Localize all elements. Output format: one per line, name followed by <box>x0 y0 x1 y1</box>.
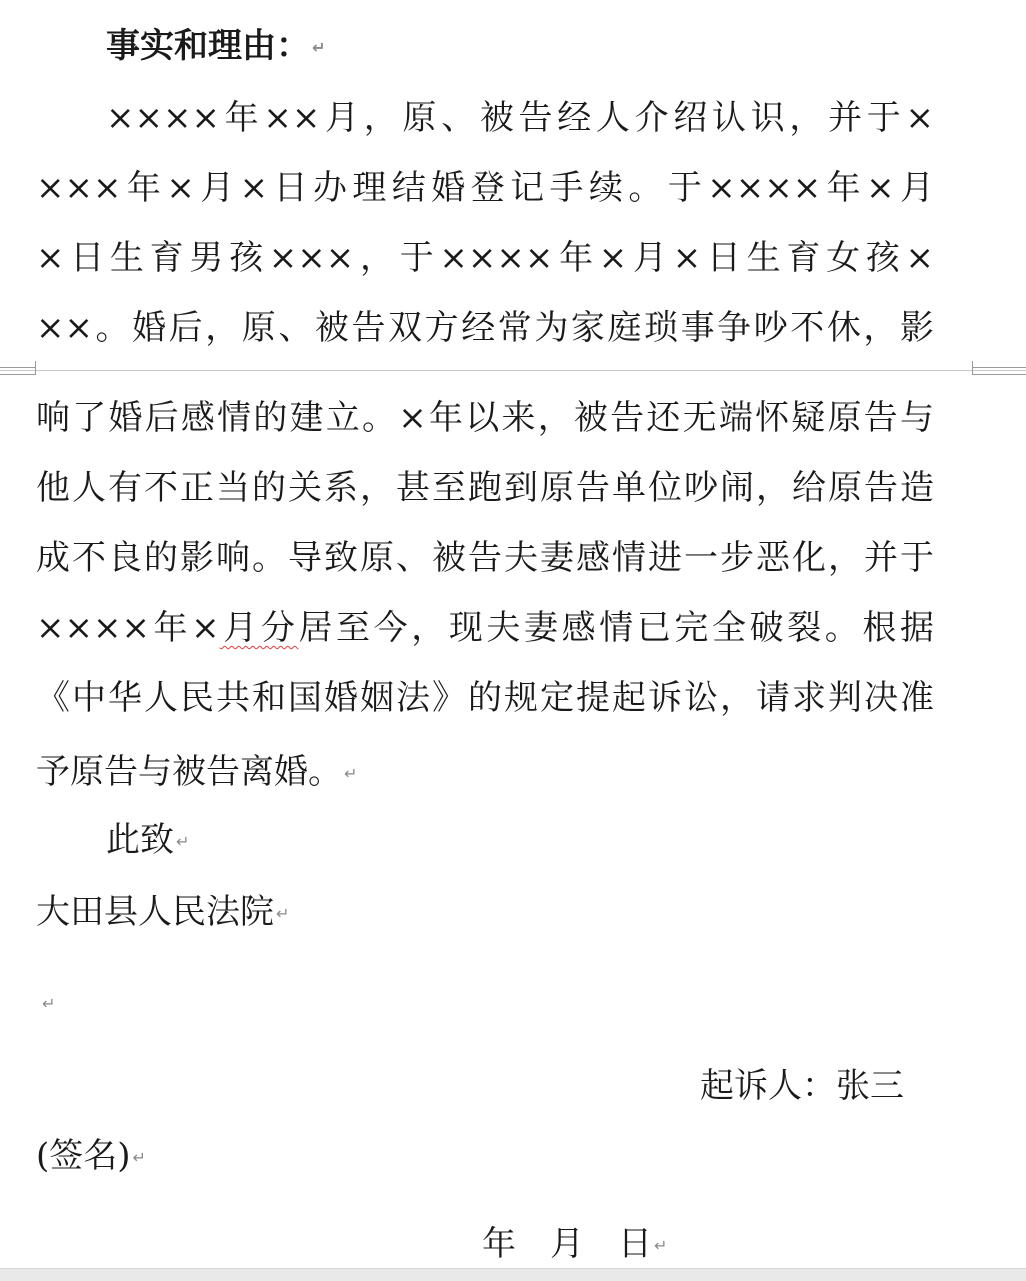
body-line: ×××年×月×日办理结婚登记手续。于××××年×月 <box>36 168 934 208</box>
date-line <box>482 1224 667 1266</box>
body-line-separation <box>36 608 934 648</box>
signature-line <box>36 1136 146 1178</box>
final-line-text: 予原告与被告离婚。 <box>36 752 342 792</box>
date-text: 年 月 日 <box>482 1224 652 1264</box>
page-break-line <box>0 370 1026 371</box>
paragraph-mark-icon: ↵ <box>654 1236 668 1255</box>
separation-text-before: ××××年× <box>36 608 220 648</box>
empty-paragraph <box>40 982 55 1024</box>
court-name-text: 大田县人民法院 <box>36 892 274 932</box>
page-corner-marker-left <box>0 361 36 375</box>
paragraph-mark-icon: ↵ <box>176 832 190 851</box>
horizontal-scrollbar[interactable] <box>0 1268 1026 1281</box>
court-name <box>36 892 289 934</box>
spellcheck-flagged-text[interactable]: 月分 <box>219 608 299 648</box>
body-line: 响了婚后感情的建立。×年以来，被告还无端怀疑原告与 <box>36 398 934 438</box>
signature-text: (签名) <box>36 1136 131 1176</box>
plaintiff-line <box>700 1066 904 1106</box>
body-line-final <box>36 752 357 794</box>
body-line: 成不良的影响。导致原、被告夫妻感情进一步恶化，并于 <box>36 538 934 578</box>
page-break-gap <box>0 356 1026 380</box>
paragraph-mark-icon: ↵ <box>312 38 326 57</box>
body-line: ××。婚后，原、被告双方经常为家庭琐事争吵不休，影 <box>36 308 934 348</box>
body-line: ××××年××月，原、被告经人介绍认识，并于× <box>106 98 934 138</box>
body-line: ×日生育男孩×××，于××××年×月×日生育女孩× <box>36 238 934 278</box>
salutation <box>106 820 189 862</box>
section-heading-text: 事实和理由： <box>106 26 310 66</box>
paragraph-mark-icon: ↵ <box>344 764 358 783</box>
section-heading <box>106 26 325 68</box>
paragraph-mark-icon: ↵ <box>42 994 56 1013</box>
salutation-text: 此致 <box>106 820 174 860</box>
body-line: 《中华人民共和国婚姻法》的规定提起诉讼，请求判决准 <box>36 678 934 718</box>
plaintiff-text: 起诉人：张三 <box>700 1066 904 1106</box>
paragraph-mark-icon: ↵ <box>276 904 290 923</box>
page-corner-marker-right <box>972 361 1026 375</box>
body-line: 他人有不正当的关系，甚至跑到原告单位吵闹，给原告造 <box>36 468 934 508</box>
separation-text-after: 居至今，现夫妻感情已完全破裂。根据 <box>298 608 934 648</box>
paragraph-mark-icon: ↵ <box>132 1148 146 1167</box>
